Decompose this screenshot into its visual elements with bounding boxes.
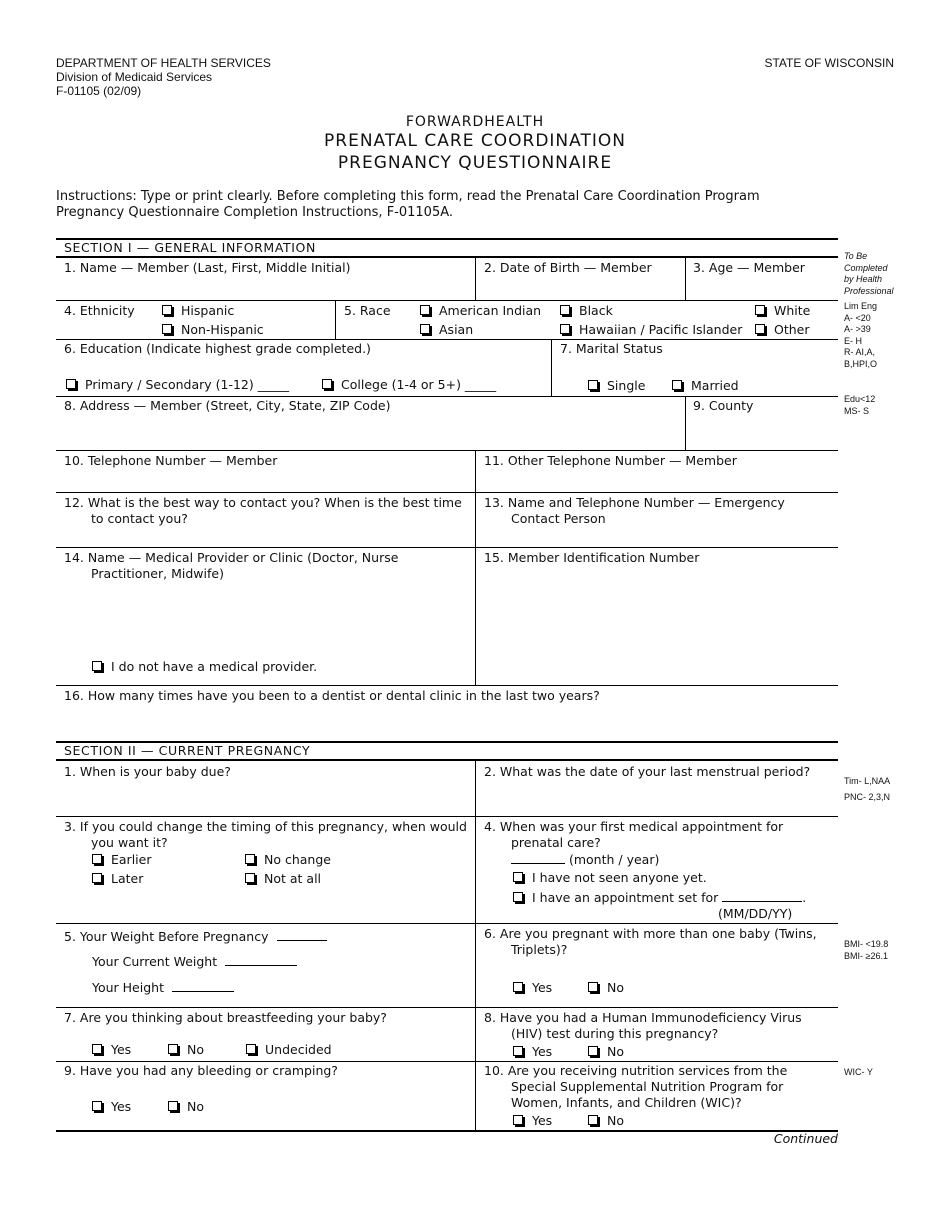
section2-header-rule xyxy=(56,759,838,761)
ethnicity-label: 4. Ethnicity xyxy=(64,303,135,318)
rule xyxy=(475,450,476,685)
rule xyxy=(685,257,686,300)
checkbox-icon[interactable] xyxy=(513,982,523,992)
breastfeeding-label: 7. Are you thinking about breastfeeding your baby? xyxy=(64,1010,387,1025)
checkbox-icon[interactable] xyxy=(588,982,598,992)
checkbox-icon[interactable] xyxy=(245,873,255,883)
appointment-date-input[interactable] xyxy=(722,889,802,902)
dob-input[interactable] xyxy=(477,276,684,299)
age-input[interactable] xyxy=(687,276,837,299)
bleeding-no-option[interactable]: No xyxy=(168,1099,204,1115)
weight-before-label: 5. Your Weight Before Pregnancy xyxy=(64,928,327,945)
section2-bottom-rule xyxy=(56,1130,838,1132)
checkbox-icon[interactable] xyxy=(92,854,102,864)
contact-method-label: 12. What is the best way to contact you? When is the best time to contact you? xyxy=(64,495,462,526)
multiple-babies-no-option[interactable]: No xyxy=(588,980,624,996)
checkbox-icon[interactable] xyxy=(162,305,172,315)
breastfeeding-undecided-option[interactable]: Undecided xyxy=(246,1042,332,1058)
no-medical-provider-option[interactable]: I do not have a medical provider. xyxy=(92,659,317,675)
name-field-label: 1. Name — Member (Last, First, Middle Initial) xyxy=(64,260,351,275)
instructions-text: Type or print clearly. Before completing this form, read the Prenatal Care Coordination Program Pregnancy Questionnaire Completion Instructions, F-01105A. xyxy=(56,189,760,220)
checkbox-icon[interactable] xyxy=(588,1115,598,1125)
checkbox-icon[interactable] xyxy=(755,305,765,315)
checkbox-icon[interactable] xyxy=(588,1046,598,1056)
first-appointment-month-year: (month / year) xyxy=(511,851,659,868)
checkbox-icon[interactable] xyxy=(420,305,430,315)
dentist-visits-label: 16. How many times have you been to a dentist or dental clinic in the last two years? xyxy=(64,688,600,703)
section1-header-rule xyxy=(56,256,838,258)
checkbox-icon[interactable] xyxy=(92,1101,102,1111)
height-label: Your Height xyxy=(92,979,234,996)
current-weight-input[interactable] xyxy=(225,953,297,966)
height-input[interactable] xyxy=(172,979,234,992)
ethnicity-hispanic-option[interactable]: Hispanic xyxy=(162,303,234,319)
education-college-option[interactable]: College (1-4 or 5+) _____ xyxy=(322,377,496,393)
rule xyxy=(56,492,838,493)
bleeding-yes-option[interactable]: Yes xyxy=(92,1099,131,1115)
hiv-test-no-option[interactable]: No xyxy=(588,1044,624,1060)
dentist-visits-input[interactable] xyxy=(57,706,837,734)
timing-earlier-option[interactable]: Earlier xyxy=(92,852,151,868)
checkbox-icon[interactable] xyxy=(755,324,765,334)
form-title-line2: PREGNANCY QUESTIONNAIRE xyxy=(337,153,613,173)
appointment-date-format: (MM/DD/YY) xyxy=(718,906,793,921)
education-label: 6. Education (Indicate highest grade completed.) xyxy=(64,341,371,356)
timing-later-option[interactable]: Later xyxy=(92,871,143,887)
rule xyxy=(56,816,838,817)
rule xyxy=(685,396,686,450)
checkbox-icon[interactable] xyxy=(66,379,76,389)
side-note-demographics: Lim Eng A- <20 A- >39 E- H R- AI,A, B,HPI,O xyxy=(844,301,878,369)
other-telephone-field-label: 11. Other Telephone Number — Member xyxy=(484,453,737,468)
emergency-contact-label: 13. Name and Telephone Number — Emergency Contact Person xyxy=(484,495,785,526)
multiple-babies-label: 6. Are you pregnant with more than one baby (Twins, Triplets)? xyxy=(484,926,817,957)
checkbox-icon[interactable] xyxy=(245,854,255,864)
other-telephone-input[interactable] xyxy=(477,470,837,491)
not-seen-anyone-option[interactable]: I have not seen anyone yet. xyxy=(513,870,707,886)
checkbox-icon[interactable] xyxy=(513,1046,523,1056)
race-label: 5. Race xyxy=(344,303,391,318)
breastfeeding-no-option[interactable]: No xyxy=(168,1042,204,1058)
medical-provider-label: 14. Name — Medical Provider or Clinic (Doctor, Nurse Practitioner, Midwife) xyxy=(64,550,399,581)
checkbox-icon[interactable] xyxy=(92,873,102,883)
race-black-option[interactable]: Black xyxy=(560,303,613,319)
last-period-input[interactable] xyxy=(477,782,837,815)
ethnicity-non-hispanic-option[interactable]: Non-Hispanic xyxy=(162,322,264,338)
rule xyxy=(56,1061,838,1062)
rule xyxy=(56,685,838,686)
checkbox-icon[interactable] xyxy=(513,872,523,882)
checkbox-icon[interactable] xyxy=(92,661,102,671)
rule xyxy=(335,300,336,339)
side-note-wic: WIC- Y xyxy=(844,1067,873,1077)
education-primary-option[interactable]: Primary / Secondary (1-12) _____ xyxy=(66,377,289,393)
rule xyxy=(475,760,476,1130)
timing-no-change-option[interactable]: No change xyxy=(245,852,331,868)
rule xyxy=(56,300,838,301)
checkbox-icon[interactable] xyxy=(672,380,682,390)
checkbox-icon[interactable] xyxy=(162,324,172,334)
wic-yes-option[interactable]: Yes xyxy=(513,1113,552,1129)
rule xyxy=(56,396,838,397)
telephone-field-label: 10. Telephone Number — Member xyxy=(64,453,278,468)
instructions-label: Instructions: xyxy=(56,189,137,204)
hiv-test-yes-option[interactable]: Yes xyxy=(513,1044,552,1060)
breastfeeding-yes-option[interactable]: Yes xyxy=(92,1042,131,1058)
marital-status-label: 7. Marital Status xyxy=(560,341,663,356)
current-weight-label: Your Current Weight xyxy=(92,953,297,970)
side-note-timing: Tim- L,NAA PNC- 2,3,N xyxy=(844,776,891,802)
pregnancy-timing-label: 3. If you could change the timing of this pregnancy, when would you want it? xyxy=(64,819,467,850)
dob-field-label: 2. Date of Birth — Member xyxy=(484,260,652,275)
checkbox-icon[interactable] xyxy=(560,324,570,334)
timing-not-at-all-option[interactable]: Not at all xyxy=(245,871,321,887)
due-date-label: 1. When is your baby due? xyxy=(64,764,231,779)
appointment-set-option[interactable]: I have an appointment set for . xyxy=(513,889,806,906)
multiple-babies-yes-option[interactable]: Yes xyxy=(513,980,552,996)
race-asian-option[interactable]: Asian xyxy=(420,322,473,338)
rule xyxy=(551,339,552,396)
rule xyxy=(56,547,838,548)
last-period-label: 2. What was the date of your last menstrual period? xyxy=(484,764,811,779)
race-hawaiian-option[interactable]: Hawaiian / Pacific Islander xyxy=(560,322,742,338)
hiv-test-label: 8. Have you had a Human Immunodeficiency Virus (HIV) test during this pregnancy? xyxy=(484,1010,802,1041)
form-number: F-01105 (02/09) xyxy=(56,84,142,98)
agency-title: FORWARDHEALTH xyxy=(405,114,545,130)
checkbox-icon[interactable] xyxy=(560,305,570,315)
member-id-input[interactable] xyxy=(477,568,837,684)
address-field-label: 8. Address — Member (Street, City, State, ZIP Code) xyxy=(64,398,391,413)
form-title-line1: PRENATAL CARE COORDINATION xyxy=(324,131,626,151)
side-note-education: Edu<12 MS- S xyxy=(844,394,876,416)
rule xyxy=(475,257,476,300)
wic-no-option[interactable]: No xyxy=(588,1113,624,1129)
checkbox-icon[interactable] xyxy=(513,1115,523,1125)
section1-title: SECTION I — GENERAL INFORMATION xyxy=(64,240,316,255)
medical-provider-input[interactable] xyxy=(57,586,474,654)
checkbox-icon[interactable] xyxy=(588,380,598,390)
division-name: Division of Medicaid Services xyxy=(56,70,213,84)
checkbox-icon[interactable] xyxy=(168,1044,178,1054)
checkbox-icon[interactable] xyxy=(168,1101,178,1111)
first-appointment-label: 4. When was your first medical appointment for prenatal care? xyxy=(484,819,784,850)
race-other-option[interactable]: Other xyxy=(755,322,810,338)
checkbox-icon[interactable] xyxy=(420,324,430,334)
checkbox-icon[interactable] xyxy=(92,1044,102,1054)
month-year-input[interactable] xyxy=(511,851,565,864)
county-input[interactable] xyxy=(687,415,837,449)
bleeding-label: 9. Have you had any bleeding or cramping? xyxy=(64,1063,338,1078)
telephone-input[interactable] xyxy=(57,470,474,491)
instructions xyxy=(56,189,826,221)
side-note-heading: To Be Completed by Health Professional xyxy=(844,251,894,296)
county-field-label: 9. County xyxy=(693,398,754,413)
member-id-label: 15. Member Identification Number xyxy=(484,550,700,565)
marital-married-option[interactable]: Married xyxy=(672,378,739,394)
race-american-indian-option[interactable]: American Indian xyxy=(420,303,541,319)
name-input[interactable] xyxy=(57,276,474,299)
rule xyxy=(56,1007,838,1008)
rule xyxy=(56,450,838,451)
state-name: STATE OF WISCONSIN xyxy=(764,56,894,70)
wic-label: 10. Are you receiving nutrition services from the Special Supplemental Nutrition Program for Women, Infants, and Children (WIC)? xyxy=(484,1063,788,1110)
side-note-bmi: BMI- <19.8 BMI- ≥26.1 xyxy=(844,939,889,961)
rule xyxy=(56,923,838,924)
address-input[interactable] xyxy=(57,415,684,449)
checkbox-icon[interactable] xyxy=(322,379,332,389)
weight-before-input[interactable] xyxy=(277,928,327,941)
due-date-input[interactable] xyxy=(57,782,474,815)
checkbox-icon[interactable] xyxy=(246,1044,256,1054)
section2-title: SECTION II — CURRENT PREGNANCY xyxy=(64,743,311,758)
race-white-option[interactable]: White xyxy=(755,303,810,319)
checkbox-icon[interactable] xyxy=(513,892,523,902)
marital-single-option[interactable]: Single xyxy=(588,378,645,394)
continued-label: Continued xyxy=(773,1131,838,1146)
rule xyxy=(56,339,838,340)
department-name: DEPARTMENT OF HEALTH SERVICES xyxy=(56,56,271,70)
age-field-label: 3. Age — Member xyxy=(693,260,805,275)
